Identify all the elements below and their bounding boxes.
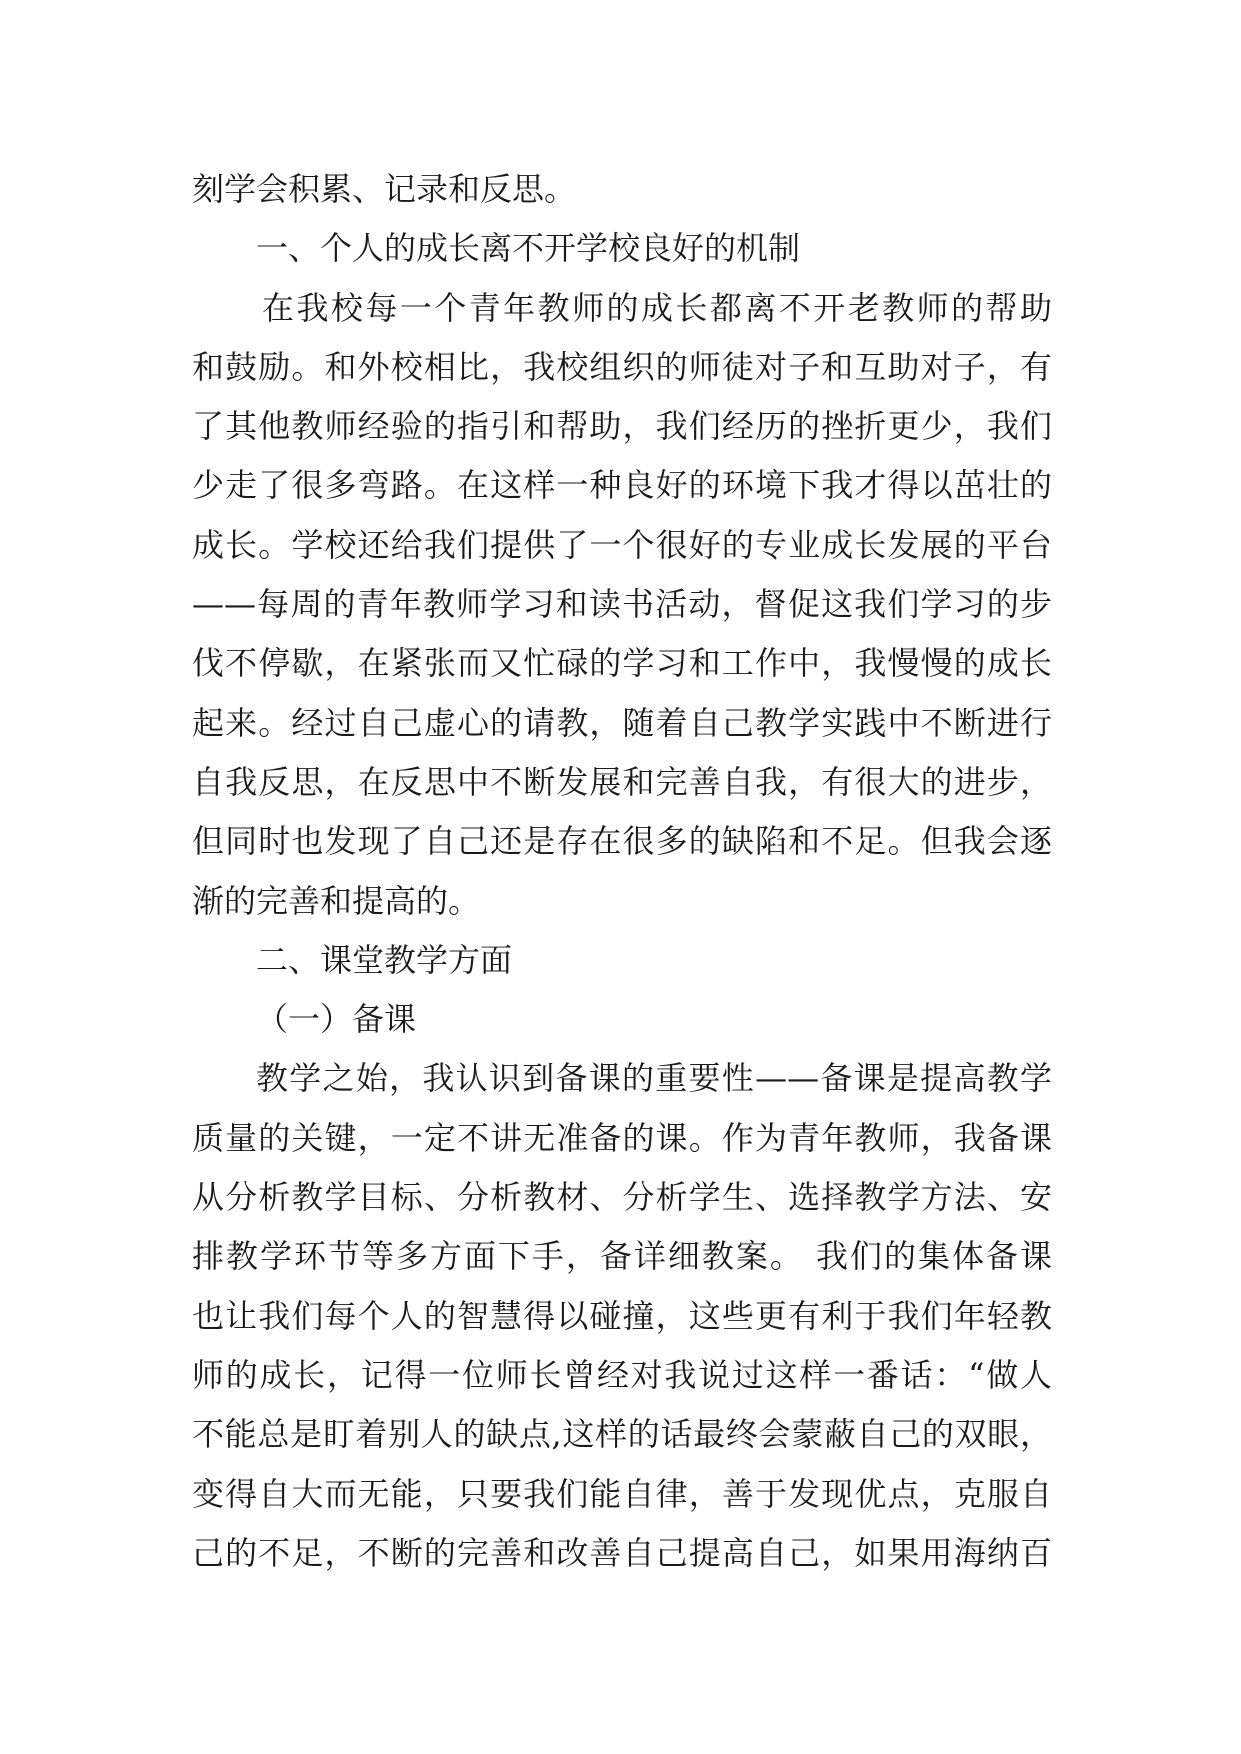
paragraph-line: 质量的关键，一定不讲无准备的课。作为青年教师，我备课 <box>192 1118 1052 1157</box>
paragraph-line: 自我反思，在反思中不断发展和完善自我，有很大的进步， <box>192 762 1052 801</box>
paragraph-line: 不能总是盯着别人的缺点,这样的话最终会蒙蔽自己的双眼， <box>192 1415 1052 1454</box>
paragraph-line: 师的成长，记得一位师长曾经对我说过这样一番话：“做人 <box>192 1355 1052 1394</box>
paragraph-line: 刻学会积累、记录和反思。 <box>192 170 577 208</box>
paragraph-line: 了其他教师经验的指引和帮助，我们经历的挫折更少，我们 <box>192 407 1052 446</box>
paragraph-line: 成长。学校还给我们提供了一个很好的专业成长发展的平台 <box>192 525 1052 564</box>
subsection-heading: （一）备课 <box>256 1000 417 1039</box>
paragraph-line: 少走了很多弯路。在这样一种良好的环境下我才得以茁壮的 <box>192 466 1052 505</box>
section-heading: 二、课堂教学方面 <box>256 940 513 979</box>
paragraph-line: 排教学环节等多方面下手，备详细教案。 我们的集体备课 <box>192 1237 1052 1276</box>
paragraph-line: 渐的完善和提高的。 <box>192 881 481 920</box>
paragraph-line: 教学之始，我认识到备课的重要性——备课是提高教学 <box>256 1059 1052 1098</box>
paragraph-line: ——每周的青年教师学习和读书活动，督促这我们学习的步 <box>192 585 1052 624</box>
document-body <box>192 160 1052 1583</box>
paragraph-line: 己的不足，不断的完善和改善自己提高自己，如果用海纳百 <box>192 1533 1052 1572</box>
paragraph-line: 但同时也发现了自己还是存在很多的缺陷和不足。但我会逐 <box>192 822 1052 861</box>
paragraph-line: 伐不停歇，在紧张而又忙碌的学习和工作中，我慢慢的成长 <box>192 644 1052 683</box>
paragraph-line: 在我校每一个青年教师的成长都离不开老教师的帮助 <box>262 288 1052 327</box>
paragraph-line: 从分析教学目标、分析教材、分析学生、选择教学方法、安 <box>192 1178 1052 1217</box>
paragraph-line: 也让我们每个人的智慧得以碰撞，这些更有利于我们年轻教 <box>192 1296 1052 1335</box>
paragraph-line: 起来。经过自己虚心的请教，随着自己教学实践中不断进行 <box>192 703 1052 742</box>
paragraph-line: 变得自大而无能，只要我们能自律，善于发现优点，克服自 <box>192 1474 1052 1513</box>
section-heading: 一、个人的成长离不开学校良好的机制 <box>256 229 801 268</box>
paragraph-line: 和鼓励。和外校相比，我校组织的师徒对子和互助对子，有 <box>192 347 1052 386</box>
